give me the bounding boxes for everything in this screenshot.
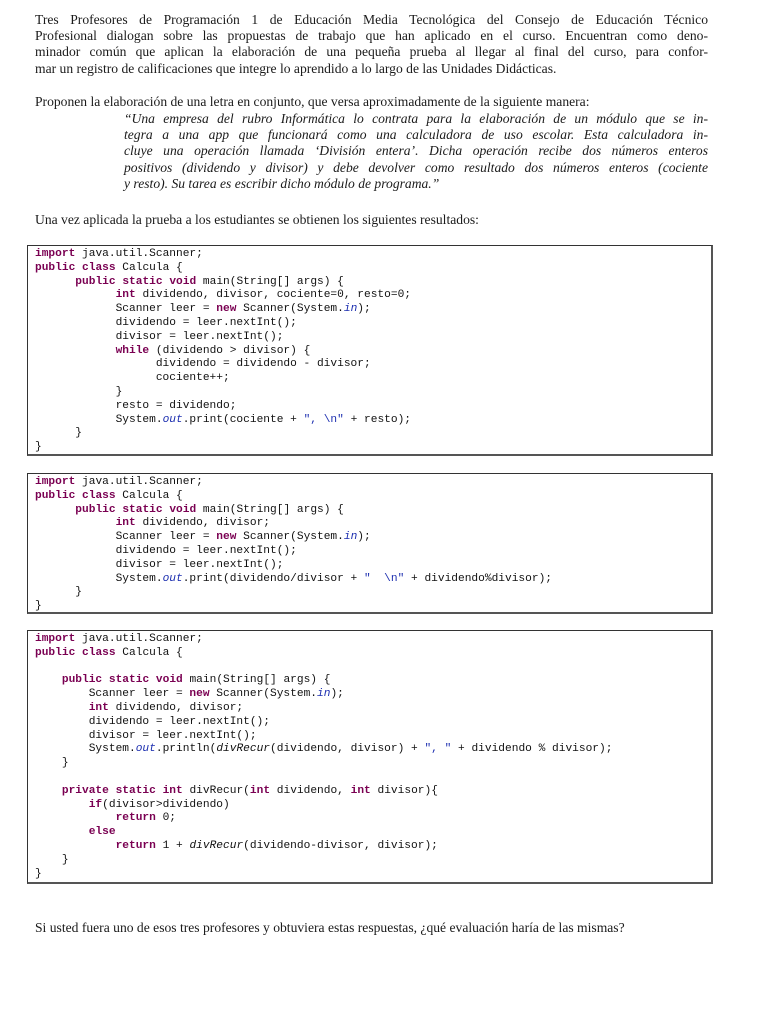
quote-line: tegra a una app que funcionará como una calculadora de uso escolar. Esta calculadora in- [124,127,708,143]
code-block-1 [27,245,713,456]
intro-line: Tres Profesores de Programación 1 de Educación Media Tecnológica del Consejo de Educación Técnico [35,12,708,27]
closing-question: Si usted fuera uno de esos tres profesores y obtuviera estas respuestas, ¿qué evaluación haría de las mismas? [35,920,625,935]
code-listing-2: import java.util.Scanner; public class Calcula { public static void main(String[] args) { int dividendo, divisor; Scanner leer = new Scanner(System.in); dividendo = leer.nextInt(); divisor = leer.nextInt(); System.out.print(dividendo/divisor + " \n" + dividendo%divisor); } } [35,476,552,613]
intro-line: mar un registro de calificaciones que integre lo aprendido a lo largo de las Unidades Didácticas. [35,60,557,76]
code-block-3 [27,630,713,884]
proposal-paragraph: Proponen la elaboración de una letra en conjunto, que versa aproximadamente de la siguiente manera: [35,94,590,109]
quote-line: positivos (dividendo y divisor) y debe devolver como resultado dos números enteros (cociente [124,159,708,175]
code-listing-1: import java.util.Scanner; public class Calcula { public static void main(String[] args) { int dividendo, divisor, cociente=0, resto=0; Scanner leer = new Scanner(System.in); dividendo = leer.nextInt(); divisor = leer.nextInt(); while (dividendo > divisor) { dividendo = dividendo - divisor; cociente++; } resto = dividendo; System.out.print(cociente + ", \n" + resto); } } [35,248,412,454]
code-listing-3: import java.util.Scanner; public class Calcula { public static void main(String[] args) { Scanner leer = new Scanner(System.in); int dividendo, divisor; dividendo = leer.nextInt(); divisor = leer.nextInt(); System.out.println(divRecur(dividendo, divisor) + ", " + dividendo % divisor); } private static int divRecur(int dividendo, int divisor){ if(divisor>dividendo) return 0; else return 1 + divRecur(dividendo-divisor, divisor); } } [35,633,613,880]
intro-line: Profesional dialogan sobre las propuestas de trabajo que han aplicado en el curso. Encuentran como deno- [35,28,708,44]
intro-line: minador común que aplican la elaboración de una pequeña prueba al llegar al final del curso, para confor- [35,44,708,60]
results-intro: Una vez aplicada la prueba a los estudiantes se obtienen los siguientes resultados: [35,212,479,227]
problem-statement-quote [124,111,708,192]
quote-line: y resto). Su tarea es escribir dicho módulo de programa.” [124,175,440,191]
quote-line: cluye una operación llamada ‘División entera’. Dicha operación recibe dos números enteros [124,143,708,159]
intro-paragraph [35,12,708,77]
code-block-2 [27,473,713,614]
quote-line: “Una empresa del rubro Informática lo contrata para la elaboración de un módulo que se in- [124,111,708,126]
